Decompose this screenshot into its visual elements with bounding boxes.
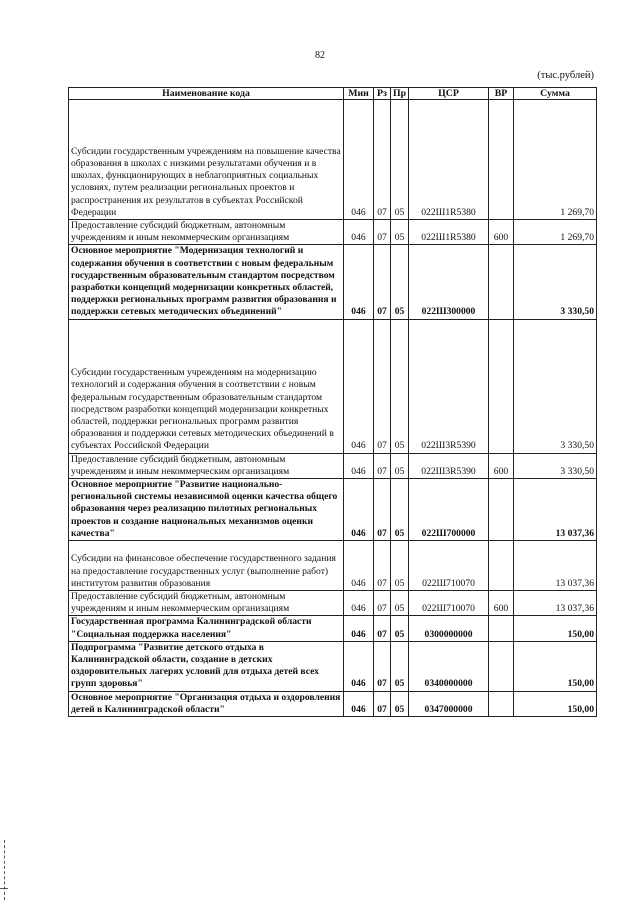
row-name: Государственная программа Калининградской области "Социальная поддержка населения" [69, 616, 344, 641]
row-csr: 022Ш1R5380 [409, 100, 489, 220]
row-rz: 07 [374, 591, 391, 616]
row-sum: 1 269,70 [514, 220, 597, 245]
header-rz: Рз [374, 88, 391, 100]
table-row [69, 220, 597, 245]
row-rz: 07 [374, 245, 391, 319]
row-name: Основное мероприятие "Модернизация технологий и содержания обучения в соответствии с новым федеральным государственным образовательным стандартом посредством разработки концепций модернизации конкретных областей, поддержки региональных программ развития образования и поддержки сетевых методических объединений" [69, 245, 344, 319]
row-pr: 05 [391, 691, 409, 716]
row-pr: 05 [391, 479, 409, 541]
table-row [69, 319, 597, 453]
row-vr: 600 [489, 591, 514, 616]
page-number: 82 [315, 50, 325, 61]
row-name: Предоставление субсидий бюджетным, автономным учреждениям и иным некоммерческим организациям [69, 220, 344, 245]
row-rz: 07 [374, 319, 391, 453]
row-csr: 022Ш710070 [409, 591, 489, 616]
row-min: 046 [344, 479, 374, 541]
header-vr: ВР [489, 88, 514, 100]
row-min: 046 [344, 641, 374, 691]
row-vr [489, 319, 514, 453]
row-vr [489, 541, 514, 591]
header-pr: Пр [391, 88, 409, 100]
row-csr: 0347000000 [409, 691, 489, 716]
scan-margin-tick [0, 888, 8, 889]
row-rz: 07 [374, 541, 391, 591]
row-min: 046 [344, 220, 374, 245]
row-name: Субсидии государственным учреждениям на повышение качества образования в школах с низкими результатами обучения и в школах, функционирующих в неблагоприятных социальных условиях, путем реализации региональных проектов и распространения их результатов в субъектах Российской Федерации [69, 100, 344, 220]
row-name: Основное мероприятие "Организация отдыха и оздоровления детей в Калининградской области" [69, 691, 344, 716]
row-sum: 3 330,50 [514, 319, 597, 453]
row-min: 046 [344, 100, 374, 220]
row-min: 046 [344, 245, 374, 319]
row-rz: 07 [374, 479, 391, 541]
row-vr: 600 [489, 453, 514, 478]
row-name: Предоставление субсидий бюджетным, автономным учреждениям и иным некоммерческим организациям [69, 591, 344, 616]
table-row [69, 691, 597, 716]
row-rz: 07 [374, 220, 391, 245]
row-min: 046 [344, 453, 374, 478]
table-row [69, 100, 597, 220]
row-sum: 3 330,50 [514, 453, 597, 478]
header-csr: ЦСР [409, 88, 489, 100]
row-name: Предоставление субсидий бюджетным, автономным учреждениям и иным некоммерческим организациям [69, 453, 344, 478]
row-csr: 022Ш300000 [409, 245, 489, 319]
row-min: 046 [344, 591, 374, 616]
row-sum: 150,00 [514, 691, 597, 716]
row-name: Подпрограмма "Развитие детского отдыха в Калининградской области, создание в детских оздоровительных лагерях условий для отдыха детей всех групп здоровья" [69, 641, 344, 691]
row-csr: 022Ш700000 [409, 479, 489, 541]
row-csr: 0300000000 [409, 616, 489, 641]
header-min: Мин [344, 88, 374, 100]
table-row [69, 453, 597, 478]
row-name: Основное мероприятие "Развитие национально-региональной системы независимой оценки качества общего образования через реализацию пилотных региональных проектов и создание национальных механизмов оценки качества" [69, 479, 344, 541]
row-vr: 600 [489, 220, 514, 245]
row-sum: 150,00 [514, 616, 597, 641]
row-min: 046 [344, 616, 374, 641]
table-row [69, 641, 597, 691]
row-sum: 3 330,50 [514, 245, 597, 319]
row-vr [489, 245, 514, 319]
row-pr: 05 [391, 245, 409, 319]
header-name: Наименование кода [69, 88, 344, 100]
row-vr [489, 100, 514, 220]
row-csr: 022Ш3R5390 [409, 319, 489, 453]
row-min: 046 [344, 691, 374, 716]
row-rz: 07 [374, 641, 391, 691]
row-rz: 07 [374, 691, 391, 716]
budget-table [68, 87, 597, 717]
row-rz: 07 [374, 100, 391, 220]
row-csr: 022Ш3R5390 [409, 453, 489, 478]
row-name: Субсидии государственным учреждениям на модернизацию технологий и содержания обучения в соответствии с новым федеральным государственным образовательным стандартом посредством разработки концепций модернизации конкретных областей, поддержки региональных программ развития образования и поддержки сетевых методических объединений в субъектах Российской Федерации [69, 319, 344, 453]
row-pr: 05 [391, 541, 409, 591]
row-sum: 150,00 [514, 641, 597, 691]
row-pr: 05 [391, 591, 409, 616]
row-pr: 05 [391, 319, 409, 453]
scan-margin-line [4, 840, 6, 900]
row-pr: 05 [391, 453, 409, 478]
row-min: 046 [344, 319, 374, 453]
row-pr: 05 [391, 616, 409, 641]
row-sum: 13 037,36 [514, 541, 597, 591]
table-row [69, 541, 597, 591]
table-row [69, 479, 597, 541]
row-csr: 022Ш710070 [409, 541, 489, 591]
row-rz: 07 [374, 453, 391, 478]
table-row [69, 616, 597, 641]
row-name: Субсидии на финансовое обеспечение государственного задания на предоставление государственных услуг (выполнение работ) институтом развития образования [69, 541, 344, 591]
row-pr: 05 [391, 641, 409, 691]
header-sum: Сумма [514, 88, 597, 100]
units-label: (тыс.рублей) [537, 70, 594, 81]
row-pr: 05 [391, 100, 409, 220]
row-csr: 0340000000 [409, 641, 489, 691]
row-sum: 13 037,36 [514, 479, 597, 541]
row-vr [489, 616, 514, 641]
row-min: 046 [344, 541, 374, 591]
row-vr [489, 641, 514, 691]
row-pr: 05 [391, 220, 409, 245]
table-header-row [69, 88, 597, 100]
row-vr [489, 479, 514, 541]
table-row [69, 591, 597, 616]
row-sum: 13 037,36 [514, 591, 597, 616]
row-sum: 1 269,70 [514, 100, 597, 220]
row-vr [489, 691, 514, 716]
row-csr: 022Ш1R5380 [409, 220, 489, 245]
row-rz: 07 [374, 616, 391, 641]
table-row [69, 245, 597, 319]
